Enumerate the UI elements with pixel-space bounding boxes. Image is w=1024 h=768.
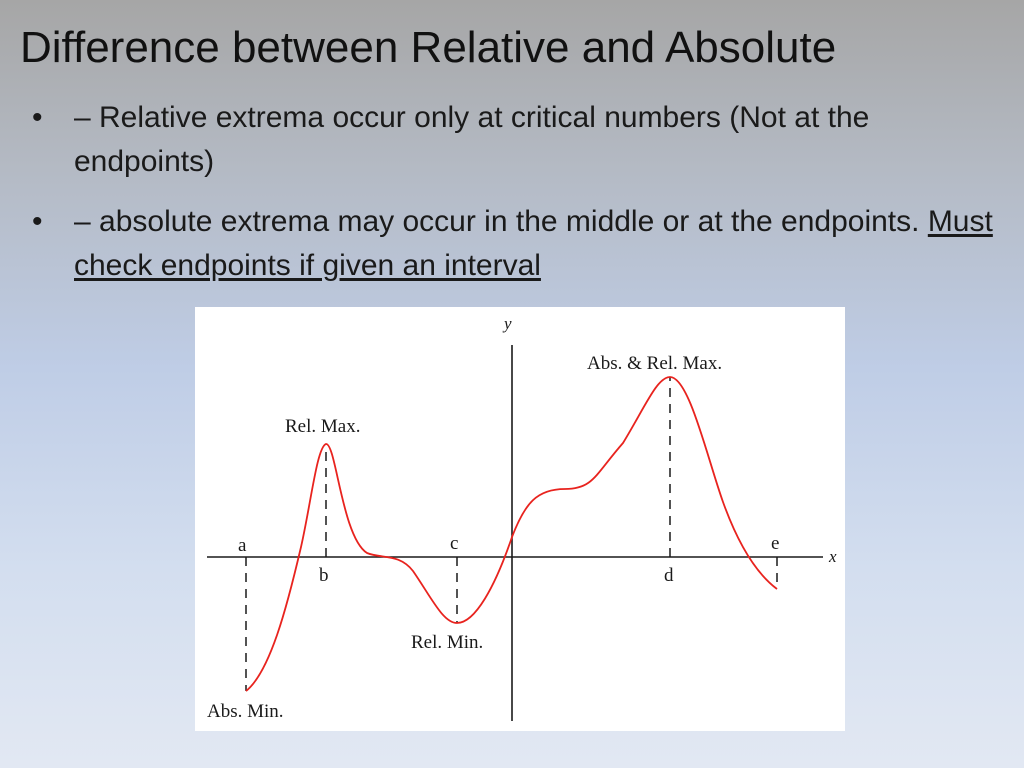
annotation-rel-max: Rel. Max. [285,416,361,437]
bullet-text: – absolute extrema may occur in the middle or at the endpoints. [74,205,928,238]
bullet-marker: • [32,205,43,238]
point-label-a: a [238,535,247,556]
bullet-text: – Relative extrema occur only at critical numbers (Not at the endpoints) [74,101,870,178]
bullet-underlined-text: Must check endpoints if given an interval [74,205,993,282]
point-label-b: b [319,565,329,586]
annotation-abs-rel-max: Abs. & Rel. Max. [587,353,723,374]
extrema-graph-figure [195,307,845,731]
point-label-d: d [664,565,674,586]
y-axis-label: y [504,314,512,333]
bullet-text-container [74,200,994,288]
point-label-c: c [450,533,459,554]
x-axis-label: x [829,547,837,566]
extrema-graph [195,307,845,731]
point-label-e: e [771,533,780,554]
annotation-abs-min: Abs. Min. [207,701,284,722]
slide-title: Difference between Relative and Absolute [20,23,837,72]
annotation-rel-min: Rel. Min. [411,632,484,653]
bullet-marker: • [32,101,43,134]
